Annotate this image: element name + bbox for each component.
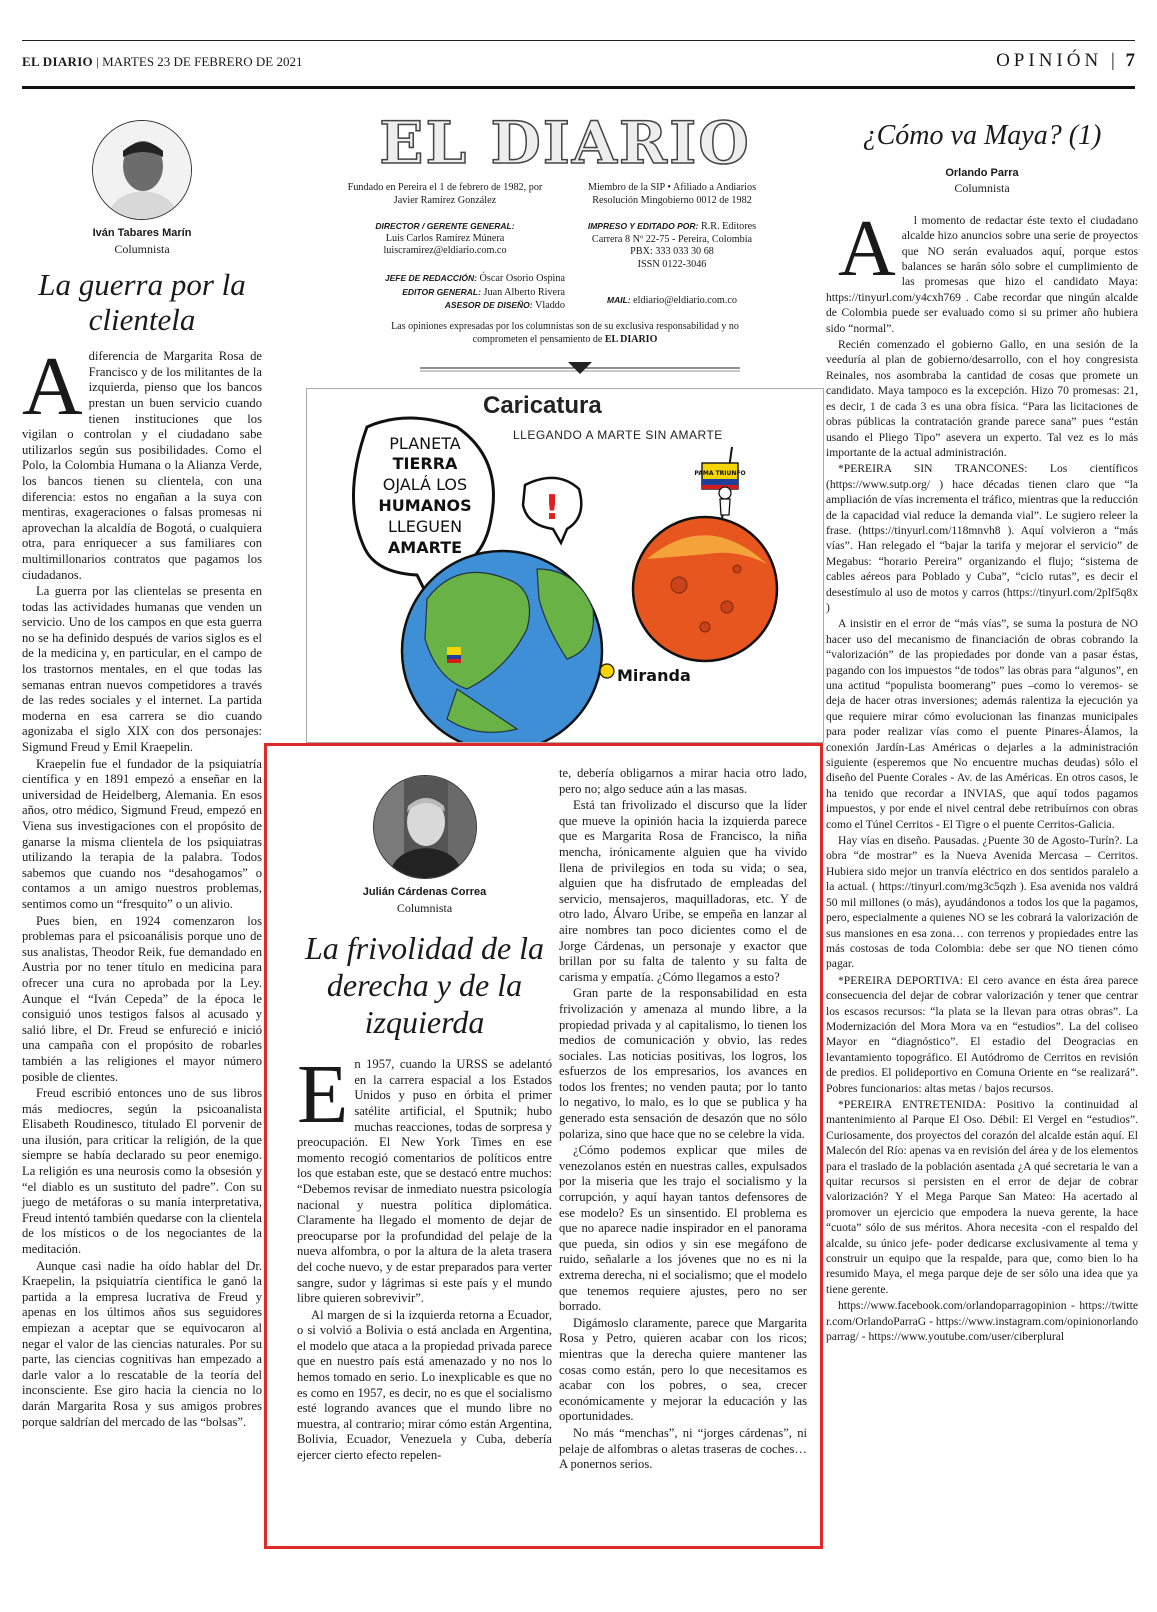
portrait-image — [374, 776, 477, 879]
article-paragraph: te, debería obligarnos a mirar hacia otro lado, pero no; algo seduce aún a las masas. — [559, 766, 807, 796]
feature-article-right — [559, 766, 807, 1474]
mail: eldiario@eldiario.com.co — [633, 295, 738, 306]
cartoon-caption: LLEGANDO A MARTE SIN AMARTE — [513, 428, 723, 442]
bubble-line: PLANETA — [389, 434, 461, 453]
article-paragraph: Está tan frivolizado el discurso que la líder que mueve la opinión hacia la izquierda parece que es Margarita Rosa de Francisco, la niña mencha, irónicamente alguien que ha vivido llena de privilegios en toda su vida; o sea, alguien que ha disfrutado de empleadas del servicio, mensajeros, maquilladoras, etc. Y de otro lado, Álvaro Uribe, se empeña en lanzar al aire nombres tan poco dicientes como el de Jorge Cárdenas, un personaje y exactor que brillan por su falta de talento y su falta de carisma y empatía. ¿Cómo llegamos a esto? — [559, 798, 807, 984]
article-paragraph: Al margen de si la izquierda retorna a Ecuador, o si volvió a Bolivia o está anclada en Argentina, el modelo que ataca a la propiedad privada parece que en nuestro país está amenazado y no nos lo hemos tomado en serio. Lo inexplicable es que no es como en 1957, es decir, no es que el socialismo esté logrando avances que el mundo libre no muestra, al contrario; mirar cómo están Argentina, Bolivia, Ecuador, Venezuela y Cuba, debería ejercer cierto efecto repelen- — [297, 1307, 552, 1463]
article-title: ¿Cómo va Maya? (1) — [862, 120, 1102, 151]
masthead-credits: Fundado en Pereira el 1 de febrero de 1982, por Javier Ramírez González Miembro de la SIP • Afiliado a Andiarios Resolución Mingobierno 0012 de 1982 DIRECTOR / GERENTE GENERAL: Luis Carlos Ramírez Múnera luiscramirez@eldiario.com.co IMPRESO Y EDITADO POR: R.R. Editores Carrera 8 Nº 22-75 - Pereira, Colombia PBX: 333 033 30 68 ISSN 0122-3046 JEFE DE REDACCIÓN: Óscar Osorio Ospina EDITOR GENERAL: Juan Alberto Rivera ASESOR DE DISEÑO: Vladdo MAIL: eldiario@eldiario.com.co — [305, 174, 825, 339]
article-paragraph: Aunque casi nadie ha oído hablar del Dr. Kraepelin, la psiquiatría científica le ganó la partida a la empresa lucrativa de Freud y apenas en los últimos años sus seguidores empiezan a aceptar que se equivocaron al negar el valor de las ciencias naturales. Por su parte, las ciencias cognitivas han empezado a darle valor a lo rescatable de la teoría del inconsciente. Ese giro hacia la ciencia no lo darán Margarita Rosa y sus amigos probres porque saldrían del mercado de las “bolsas”. — [22, 1258, 262, 1429]
article-paragraph: Kraepelin fue el fundador de la psiquiatría científica y en 1891 empezó a enseñar en la universidad de Heidelberg, Alemania. En esos años, otro médico, Sigmund Freud, empezó en Viena sus investigaciones con el propósito de ganarse la misma clientela de los psiquiatras utilizando la terapia de la palabra. Todos sabemos que cuando nos “desahogamos” o contamos a un amigo nuestros problemas, sentimos como un “fresquito” o un alivio. — [22, 756, 262, 911]
right-article — [826, 120, 1138, 1345]
sip-line: Miembro de la SIP • Afiliado a Andiarios Resolución Mingobierno 0012 de 1982 — [587, 182, 757, 206]
author-role: Columnista — [954, 181, 1010, 196]
speech-bubble-text — [378, 434, 471, 557]
author-photo-tabares — [92, 120, 192, 220]
flag-text: PAMA TRIUNFO — [694, 470, 746, 477]
article-paragraph: ¿Cómo podemos explicar que miles de venezolanos estén en nuestras calles, expulsados por la miseria que les trajo el socialismo y la corrupción, y aquí hayan tantos defensores de ese modelo? Es un sinsentido. El problema es que no aparece nadie inspirador en el panorama que pueda, sin odios y sin ese megáfono de ruido, señalarle a los jóvenes que no es ni la extrema derecha, ni el socialismo; que el modelo que tenemos requiere ajustes, pero no ser borrado. — [559, 1143, 807, 1314]
printer-name: R.R. Editores — [700, 221, 757, 232]
folio-left: EL DIARIO | MARTES 23 DE FEBRERO DE 2021 — [22, 54, 303, 69]
jefe-name: Óscar Osorio Ospina — [479, 273, 565, 284]
dropcap: A — [838, 204, 896, 293]
masthead — [305, 109, 825, 346]
cartoon-signature: Miranda — [617, 666, 691, 685]
dropcap: E — [297, 1048, 349, 1142]
bubble-line: OJALÁ LOS — [382, 475, 468, 494]
article-paragraph: La guerra por las clientelas se presenta en todas las actividades humanas que venden un servicio. Uno de los campos en que esta guerra no se ha definido después de varios siglos es el de la medicina y, en particular, en el campo de los trastornos mentales, en el que todas las semanas entran nuevos competidores a través de las redes sociales y el internet. La partida moderna en esa carrera se dio cuando agonizaba el siglo XIX con dos personajes: Sigmund Freud y Emil Kraepelin. — [22, 584, 262, 755]
article-paragraph: A l momento de redactar éste texto el ciudadano alcalde hizo anuncios sobre una serie de proyectos que NO serán evaluados aquí, porque estos balances se harán sólo sobre el cumplimiento de las promesas que hizo el candidato Maya: https://tinyurl.com/y4cxh769 . Cabe recordar que ningún alcalde de Colombia puede ser evaluado como si su primer año hubiera sido “normal”. — [826, 204, 1138, 335]
editor-name: Juan Alberto Rivera — [483, 286, 565, 298]
article-paragraph: Hay vías en diseño. Pausadas. ¿Puente 30 de Agosto-Turín?. La obra “de mostrar” es la Nueva Avenida Mercasa – Cerritos. Hubiera sido mejor un tranvía eléctrico en dos sentidos paralelo a la actual. ( https://tinyurl.com/mg3c5qzh ). Esa avenida nos valdrá 50 mil millones (o más), ayudándonos a todos los que la pagamos, pero, especialmente a quienes NO se les cobrará la valorización de sus mansiones en esa zona… con terrenos y propiedades entre las más costosas de toda Colombia: debe ser que NO tienen cómo pagar. — [826, 834, 1138, 971]
folio-paper: EL DIARIO — [22, 54, 93, 69]
article-paragraph: En 1957, cuando la URSS se adelantó en la carrera espacial a los Estados Unidos y puso en órbita el primer satélite artificial, el Sputnik; hubo muchas reacciones, todas de sorpresa y preocupación. El New York Times en ese momento recogió comentarios de políticos entre los que estaban este, que se destacó entre muchos: “Debemos revisar de inmediato nuestra psicología nacional y nuestra política diplomática. Claramente ha llegado el momento de dejar de preocuparse por la profundidad del pelaje de la nueva alfombra, o por la altura de la aleta trasera del coche nuevo, y de estar preparados para verter sangre, sudor y lágrimas si este país y el mundo libre quieren sobrevivir”. — [297, 1048, 552, 1306]
article-paragraph: *PEREIRA DEPORTIVA: El cero avance en ésta área parece consecuencia del dejar de cobrar valorización y tener que centrar los escasos recursos: “la plata se la llevan para otras obras”. La Modernización del Mora Mora va en “estudios”. La del coliseo Mayor en “diagnóstico”. El estadio del Deogracias en levantamiento topográfico. El Autódromo de Cerritos en revisión de predios. El polideportivo en Comuna Oriente en “se realizará”. Pobres funcionarios: altas metas / bajos recursos. — [826, 973, 1138, 1095]
article-title: La frivolidad de la derecha y de la izquierda — [304, 930, 545, 1041]
director-name: Luis Carlos Ramírez Múnera — [385, 232, 505, 244]
feature-article-left — [297, 775, 552, 1465]
article-paragraph: Recién comenzado el gobierno Gallo, en una sesión de la veeduría al plan de gobierno/desarrollo, con el hoy congresista Reinales, nos asombraba la cantidad de cosas que promete un candidato. Maya tampoco es la excepción. Hizo 70 promesas: 21, es decir, 1 de cada 3 es una obra física. “Para las licitaciones de obras públicas la contratación grande parece sana” pues “están usando el Pliego Tipo” asevera un experto. Tal vez es lo más importante de la actual administración. — [826, 338, 1138, 459]
masthead-logo: EL DIARIO — [379, 109, 751, 177]
exclamation-mark: ! — [544, 488, 560, 528]
author-role: Columnista — [114, 241, 170, 256]
article-paragraph: Pues bien, en 1924 comenzaron los problemas para el psicoanálisis porque uno de sus analistas, Theodor Reik, fue demandado en Austria por no tener título en medicina para ofrecer una cura no aprobada por la Ley. Aunque el “Iván Cepeda” de la época le consiguió unos testigos falsos al acusado y salió libre, el Dr. Freud se enfureció e inició una campaña con el propósito de robarles también a las religiones el mayor número posible de clientes. — [22, 913, 262, 1084]
article-paragraph: *PEREIRA SIN TRANCONES: Los científicos (https://www.sutp.org/ ) hace décadas tienen claro que “la ampliación de vías incrementa el tráfico, mientras que la reducción de la capacidad vial reduce la demanda vial”. Le sugiero releer la frase. (https://tinyurl.com/118mnvh8 ). Aquí volvieron a “más vías”. Han relegado el “bajar la tarifa y mejorar el servicio” de Megabus: “horario Pereira” organizando el flujo; “sistema de cables aéreos para Poblado y Cuba”, “ciclo rutas”, es decir el desestímulo al uso de motos y carros (https://tinyurl.com/2plf5q8x ) — [826, 462, 1138, 614]
author-photo-cardenas — [373, 775, 477, 879]
article-paragraph: No más “menchas”, ni “jorges cárdenas”, ni pelaje de alfombras o aletas traseras de coches… A ponernos serios. — [559, 1425, 807, 1472]
folio-date: MARTES 23 DE FEBRERO DE 2021 — [102, 54, 303, 69]
article-paragraph: Digámoslo claramente, parece que Margarita Rosa y Petro, quieren acabar con los ricos; mientras que la derecha quiere mantener las cosas como están, pero lo que necesitamos es acabar con los pobres, o sea, crecer económicamente y mejorar la educación y las oportunidades. — [559, 1315, 807, 1424]
bubble-line: TIERRA — [392, 454, 458, 473]
director-label: DIRECTOR / GERENTE GENERAL: — [375, 221, 515, 231]
asesor-name: Vladdo — [535, 300, 565, 311]
pbx: PBX: 333 033 30 68 — [630, 246, 714, 257]
portrait-image — [93, 121, 192, 220]
article-paragraph: Freud escribió entonces uno de sus libros más mediocres, según la psicoanalista Elisabeth Roudinesco, titulado El porvenir de una ilusión, para criticar la religión, de la que siempre se había declarado su peor enemigo. La religión es una neurosis como la obsesión y “el diablo es un sustituto del padre”. Con su juego de metáforas o su manía interpretativa, Freud intentó también quedarse con la clientela de los místicos o de los negociantes de la meditación. — [22, 1086, 262, 1257]
author-name: Orlando Parra — [945, 167, 1019, 179]
left-article — [22, 120, 262, 1431]
author-role: Columnista — [396, 900, 453, 915]
author-name: Iván Tabares Marín — [92, 227, 192, 239]
bubble-line: AMARTE — [387, 538, 463, 557]
author-name: Julián Cárdenas Correa — [362, 886, 487, 898]
top-rule — [22, 40, 1135, 41]
article-links[interactable]: https://www.facebook.com/orlandoparragopinion - https://twitter.com/OrlandoParraG - https://www.instagram.com/opinionorlandoparrag/ - https://www.youtube.com/user/ciberplural — [826, 1299, 1138, 1344]
director-email: luiscramirez@eldiario.com.co — [383, 245, 507, 256]
folio-header — [22, 50, 1135, 78]
folio-section: OPINIÓN — [996, 50, 1103, 71]
bubble-line: HUMANOS — [378, 496, 472, 515]
ornament-divider — [420, 362, 740, 374]
dropcap: A — [22, 340, 83, 434]
article-paragraph: *PEREIRA ENTRETENIDA: Positivo la continuidad al mantenimiento al Parque El Oso. Débil: El Vergel en “estudios”. Curiosamente, dos proyectos del corazón del alcalde están aquí. El Malecón del Río: apenas va en revisión del área y de los elementos para el traslado de la población asentada ¿A qué secretaria le van a quitar recursos si persisten en el error de dejar de cobrar valorización? Y el Mega Parque San Mateo: Ha acertado al promover un ejercicio que empodera la nueva gerente, la hace “cuota” sólo de sus méritos. Ahora necesita -con el respaldo del alcalde, su único jefe- poder dedicarse exclusivamente al tema y construir un equipo que la respalde, para que, como bien lo ha resumido Maya, el mega parque deje de ser sólo una idea que ya tiene gerente. — [826, 1097, 1138, 1296]
printer-label: IMPRESO Y EDITADO POR: — [587, 221, 699, 231]
disclaimer: Las opiniones expresadas por los columnistas son de su exclusiva responsabilidad y no comprometen el pensamiento de EL DIARIO — [391, 321, 739, 345]
cartoon-section-label: Caricatura — [483, 392, 602, 419]
article-paragraph: A insistir en el error de “más vías”, se suma la postura de NO hacer uso del mecanismo de financiación de obras cobrando la “valorización” de las propiedades por donde van a pasar éstas, pagando con los impuestos “de todos” las obras para “algunos”, en una actitud “populista boomerang” pues –como lo veremos- se deja de hacer otras inversiones; además ralentiza la ejecución ya que requiere mirar cómo evolucionan las finanzas municipales para poder realizar vías como el puente Pinares-Álamos, la conexión Jardín-Las Américas o dejarles a la administración siguiente (esperemos que No encuentre muchas deudas) sólo el diseño del Puente Corales - Av. de las Américas. En otros casos, le ha tenido que recordar a INVIAS, que aquí todos pagamos impuestos, y por ende el nivel central debe retribuírnos con obras como el Túnel Cerritos - El Tigre o el puente Cerritos-Galicia. — [826, 617, 1138, 831]
article-paragraph: Adiferencia de Margarita Rosa de Francisco y de los militantes de la izquierda, pienso que los bancos prestan un buen servicio cuando tienen instituciones que los vigilan o controlan y el ciudadano sabe utilizarlos según sus posibilidades. Como el Polo, la Colombia Humana o la Alianza Verde, los bancos tienen su clientela, con una diferencia: estos no engañan a la suya con mentiras, exageraciones o falsas promesas ni aprovechan la alcaldía de Bogotá, o cualquiera otra, para enriquecer a sus familiares con multimillonarios contratos que pagamos los ciudadanos. — [22, 340, 262, 582]
article-paragraph: Gran parte de la responsabilidad en esta frivolización y amenaza al mundo libre, a la propiedad privada y al capitalismo, lo tienen los medios de comunicación y obvio, las redes sociales. Las noticias positivas, los logros, los esfuerzos de los empresarios, los avances en todos los frentes; no venden pauta; por lo tanto lo negativo, lo malo, es lo que se publica y ha generado esta sensación de desazón que no sólo polariza, sino que hace que no se celebre la vida. — [559, 986, 807, 1141]
printer-address: Carrera 8 Nº 22-75 - Pereira, Colombia — [591, 233, 753, 245]
bubble-line: LLEGUEN — [387, 517, 463, 536]
folio-right: OPINIÓN | 7 — [996, 50, 1135, 71]
cartoon-panel — [306, 388, 824, 743]
issn: ISSN 0122-3046 — [637, 258, 707, 270]
article-title: La guerra por la clientela — [38, 267, 246, 338]
founded-line: Fundado en Pereira el 1 de febrero de 1982, por Javier Ramírez González — [347, 182, 543, 206]
folio-page-number: 7 — [1125, 50, 1135, 71]
cartoon-illustration — [307, 389, 824, 743]
folio-rule — [22, 86, 1135, 89]
